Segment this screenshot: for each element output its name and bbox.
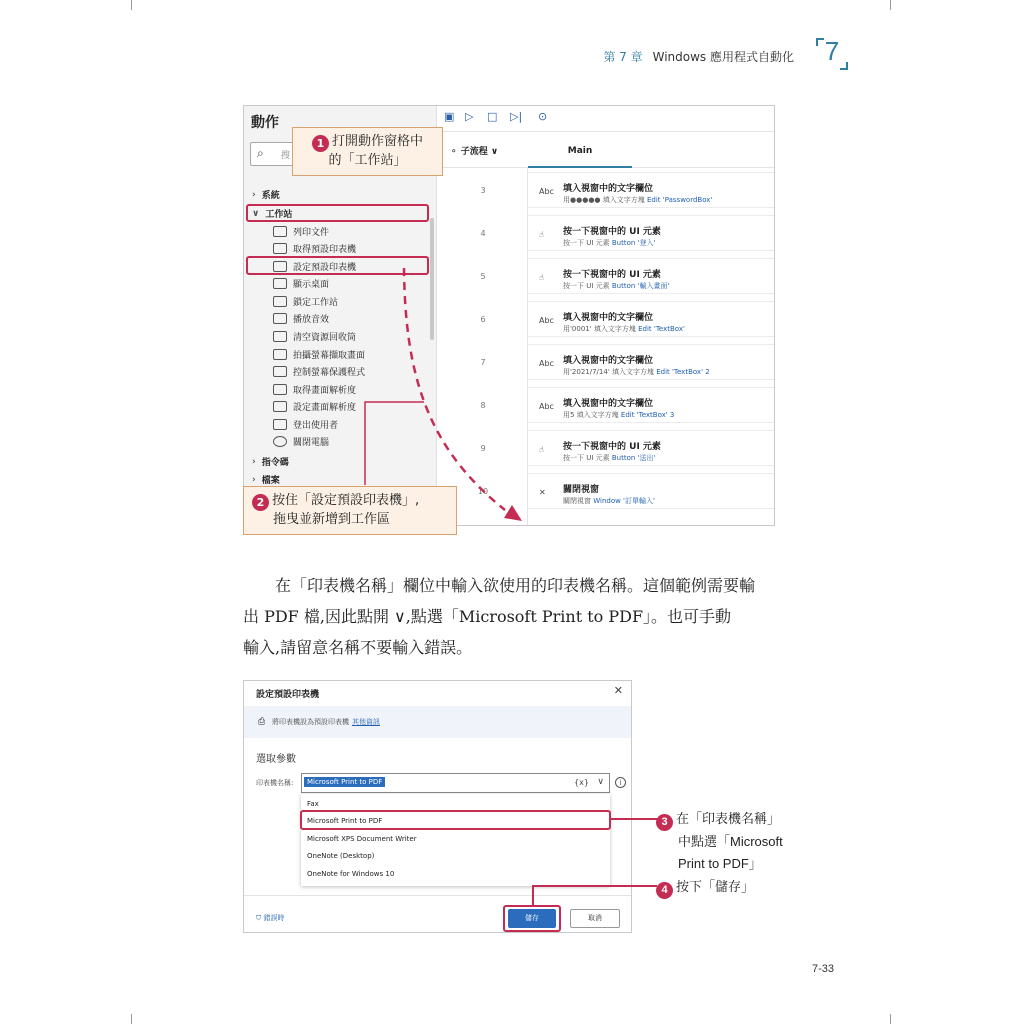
step-number: 8 bbox=[480, 401, 486, 410]
run-icon[interactable]: ▷ bbox=[465, 110, 474, 123]
step-description: 按一下 UI 元素 Button '登入' bbox=[563, 239, 656, 247]
callout-2: 2 按住「設定預設印表機」, 拖曳並新增到工作區 bbox=[243, 486, 457, 535]
crop-mark bbox=[890, 1014, 891, 1024]
tree-item[interactable]: 列印文件 bbox=[273, 225, 329, 238]
step-title: 填入視窗中的文字欄位 bbox=[563, 313, 654, 323]
dropdown-option[interactable]: Microsoft XPS Document Writer bbox=[307, 835, 417, 843]
step-number: 7 bbox=[480, 358, 486, 367]
tab-main[interactable]: Main bbox=[528, 132, 632, 168]
chapter-number-box bbox=[816, 38, 848, 70]
tree-item[interactable]: 登出使用者 bbox=[273, 418, 338, 431]
dropdown-option[interactable]: Fax bbox=[307, 800, 319, 808]
step-title: 按一下視窗中的 UI 元素 bbox=[563, 442, 661, 452]
highlight-option bbox=[300, 810, 611, 830]
chapter-number: 7 bbox=[824, 36, 840, 66]
step-description: 用'2021/7/14' 填入文字方塊 Edit 'TextBox' 2 bbox=[563, 368, 710, 376]
dropdown-option-selected[interactable]: Microsoft Print to PDF bbox=[307, 817, 383, 825]
flow-step[interactable] bbox=[438, 383, 775, 426]
tree-item-set-default-printer[interactable]: 設定預設印表機 bbox=[273, 260, 356, 273]
flow-step[interactable] bbox=[438, 340, 775, 383]
text-field-icon: Abc bbox=[539, 359, 554, 368]
crop-mark bbox=[131, 0, 132, 10]
step-badge: 4 bbox=[656, 882, 673, 899]
flow-step[interactable] bbox=[438, 254, 775, 297]
click-icon: ☝ bbox=[539, 445, 544, 454]
click-icon: ☝ bbox=[539, 230, 544, 239]
text-field-icon: Abc bbox=[539, 402, 554, 411]
flow-step[interactable] bbox=[438, 426, 775, 469]
step-badge: 3 bbox=[656, 814, 673, 831]
tree-item[interactable]: 取得預設印表機 bbox=[273, 242, 356, 255]
step-number: 10 bbox=[477, 487, 489, 496]
subflow-icon: ⚬ bbox=[450, 147, 461, 157]
step-number: 9 bbox=[480, 444, 486, 453]
chapter-label: 第 7 章 bbox=[603, 50, 643, 64]
highlight-save bbox=[503, 905, 561, 932]
page-number: 7-33 bbox=[812, 963, 835, 975]
step-description: 用5 填入文字方塊 Edit 'TextBox' 3 bbox=[563, 411, 675, 419]
chapter-title: Windows 應用程式自動化 bbox=[652, 50, 794, 64]
monitor-icon bbox=[273, 384, 287, 395]
step-title: 填入視窗中的文字欄位 bbox=[563, 399, 654, 409]
crop-mark bbox=[131, 1014, 132, 1024]
more-info-link[interactable]: 其他資訊 bbox=[352, 718, 380, 726]
section-heading: 選取參數 bbox=[256, 754, 296, 765]
screensaver-icon bbox=[273, 366, 287, 377]
monitor-icon bbox=[273, 401, 287, 412]
tree-item[interactable]: 取得畫面解析度 bbox=[273, 383, 356, 396]
tab-subflows[interactable]: ⚬ 子流程 ∨ bbox=[450, 147, 499, 157]
dialog-info-bar: ⎙ 將印表機設為預設印表機 其他資訊 bbox=[244, 706, 632, 738]
power-icon bbox=[273, 436, 287, 447]
dialog-title: 設定預設印表機 bbox=[256, 690, 320, 700]
body-paragraph: 在「印表機名稱」欄位中輸入欲使用的印表機名稱。這個範例需要輸 出 PDF 檔,因此點開 ∨,點選「Microsoft Print to PDF」。也可手動 輸入,請留意名稱不要輸入錯誤。 bbox=[243, 576, 756, 657]
printer-icon: ⎙ bbox=[258, 717, 266, 727]
desktop-icon bbox=[273, 278, 287, 289]
step-card[interactable] bbox=[527, 387, 775, 423]
step-badge: 1 bbox=[312, 135, 329, 152]
printer-dropdown-list bbox=[301, 794, 610, 886]
step-number: 4 bbox=[480, 229, 486, 238]
step-card[interactable] bbox=[527, 430, 775, 466]
printer-icon bbox=[273, 226, 287, 237]
save-icon[interactable]: ▣ bbox=[444, 110, 455, 123]
step-card[interactable] bbox=[527, 301, 775, 337]
printer-name-label: 印表機名稱: bbox=[256, 779, 294, 787]
chevron-right-icon: › bbox=[252, 456, 256, 467]
record-icon[interactable]: ⊙ bbox=[538, 110, 548, 123]
tree-group-system[interactable]: › 系統 bbox=[252, 189, 280, 201]
text-field-icon: Abc bbox=[539, 316, 554, 325]
flow-tabs bbox=[438, 132, 775, 168]
dropdown-option[interactable]: OneNote for Windows 10 bbox=[307, 870, 395, 878]
annotation-3-leader bbox=[610, 818, 657, 820]
step-title: 按一下視窗中的 UI 元素 bbox=[563, 227, 661, 237]
flow-step[interactable] bbox=[438, 211, 775, 254]
recycle-bin-icon bbox=[273, 331, 287, 342]
callout-1: 1 打開動作窗格中 的「工作站」 bbox=[292, 127, 443, 176]
chevron-down-icon[interactable]: ∨ bbox=[597, 777, 604, 787]
step-card[interactable] bbox=[527, 215, 775, 251]
cancel-button[interactable]: 取消 bbox=[570, 909, 620, 928]
tree-item[interactable]: 關閉電腦 bbox=[273, 435, 329, 448]
step-description: 按一下 UI 元素 Button '送出' bbox=[563, 454, 656, 462]
highlight-workstation bbox=[246, 204, 429, 222]
step-card[interactable] bbox=[527, 258, 775, 294]
chevron-right-icon: › bbox=[252, 474, 256, 485]
step-description: 關閉視窗 Window '訂單輸入' bbox=[563, 497, 655, 505]
tree-group-scripts[interactable]: › 指令碼 bbox=[252, 456, 289, 468]
highlight-set-default-printer bbox=[246, 256, 429, 275]
shield-icon: ⛉ bbox=[256, 914, 264, 922]
actions-pane-title: 動作 bbox=[251, 115, 279, 131]
tree-item[interactable]: 拍攝螢幕擷取畫面 bbox=[273, 348, 365, 361]
step-title: 按一下視窗中的 UI 元素 bbox=[563, 270, 661, 280]
sound-icon bbox=[273, 313, 287, 324]
tree-group-files[interactable]: › 檔案 bbox=[252, 474, 280, 486]
running-header bbox=[603, 48, 794, 65]
text-field-icon: Abc bbox=[539, 187, 554, 196]
step-card[interactable] bbox=[527, 473, 775, 509]
info-icon[interactable]: i bbox=[615, 777, 626, 788]
step-number: 6 bbox=[480, 315, 486, 324]
sign-out-icon bbox=[273, 419, 287, 430]
crop-mark bbox=[890, 0, 891, 10]
tree-item[interactable]: 設定畫面解析度 bbox=[273, 400, 356, 413]
flow-step[interactable] bbox=[438, 297, 775, 340]
step-number: 3 bbox=[480, 186, 486, 195]
step-card[interactable] bbox=[527, 172, 775, 208]
flow-step[interactable] bbox=[438, 168, 775, 211]
close-window-icon: ✕ bbox=[539, 488, 546, 497]
on-error-link[interactable]: ⛉ 錯誤時 bbox=[256, 914, 285, 922]
annotation-3: 3 在「印表機名稱」 中點選「Microsoft Print to PDF」 bbox=[656, 808, 783, 875]
printer-icon bbox=[273, 243, 287, 254]
step-description: 用'0001' 填入文字方塊 Edit 'TextBox' bbox=[563, 325, 685, 333]
close-icon[interactable]: ✕ bbox=[613, 684, 623, 697]
tree-item[interactable]: 顯示桌面 bbox=[273, 277, 329, 290]
designer-toolbar bbox=[438, 106, 775, 132]
step-badge: 2 bbox=[252, 494, 269, 511]
step-title: 關閉視窗 bbox=[563, 485, 600, 495]
annotation-4: 4 按下「儲存」 bbox=[656, 876, 754, 899]
step-description: 用●●●●● 填入文字方塊 Edit 'PasswordBox' bbox=[563, 196, 713, 204]
set-default-printer-dialog bbox=[243, 680, 632, 933]
tree-item[interactable]: 鎖定工作站 bbox=[273, 295, 338, 308]
search-placeholder: 搜 bbox=[281, 151, 291, 161]
printer-name-input[interactable] bbox=[301, 773, 610, 793]
stop-icon[interactable]: □ bbox=[487, 110, 498, 123]
tree-group-workstation[interactable]: ∨ 工作站 bbox=[252, 208, 293, 220]
scrollbar[interactable] bbox=[430, 218, 434, 340]
flow-step[interactable] bbox=[438, 469, 775, 512]
step-card[interactable] bbox=[527, 344, 775, 380]
footer-divider bbox=[244, 895, 632, 896]
lock-icon bbox=[273, 296, 287, 307]
variable-icon[interactable]: {x} bbox=[574, 778, 589, 787]
dropdown-option[interactable]: OneNote (Desktop) bbox=[307, 852, 375, 860]
chevron-down-icon: ∨ bbox=[252, 208, 260, 219]
step-icon[interactable]: ▷| bbox=[510, 110, 523, 123]
tree-item[interactable]: 控制螢幕保護程式 bbox=[273, 365, 365, 378]
screenshot-icon bbox=[273, 349, 287, 360]
search-icon: ⌕ bbox=[257, 146, 264, 160]
tree-item[interactable]: 清空資源回收筒 bbox=[273, 330, 356, 343]
chevron-right-icon: › bbox=[252, 189, 256, 200]
step-title: 填入視窗中的文字欄位 bbox=[563, 356, 654, 366]
tree-item[interactable]: 播放音效 bbox=[273, 312, 329, 325]
step-description: 按一下 UI 元素 Button '輸入畫面' bbox=[563, 282, 670, 290]
click-icon: ☝ bbox=[539, 273, 544, 282]
save-button[interactable]: 儲存 bbox=[508, 909, 556, 928]
step-number: 5 bbox=[480, 272, 486, 281]
printer-name-value: Microsoft Print to PDF bbox=[304, 777, 385, 787]
step-title: 填入視窗中的文字欄位 bbox=[563, 184, 654, 194]
